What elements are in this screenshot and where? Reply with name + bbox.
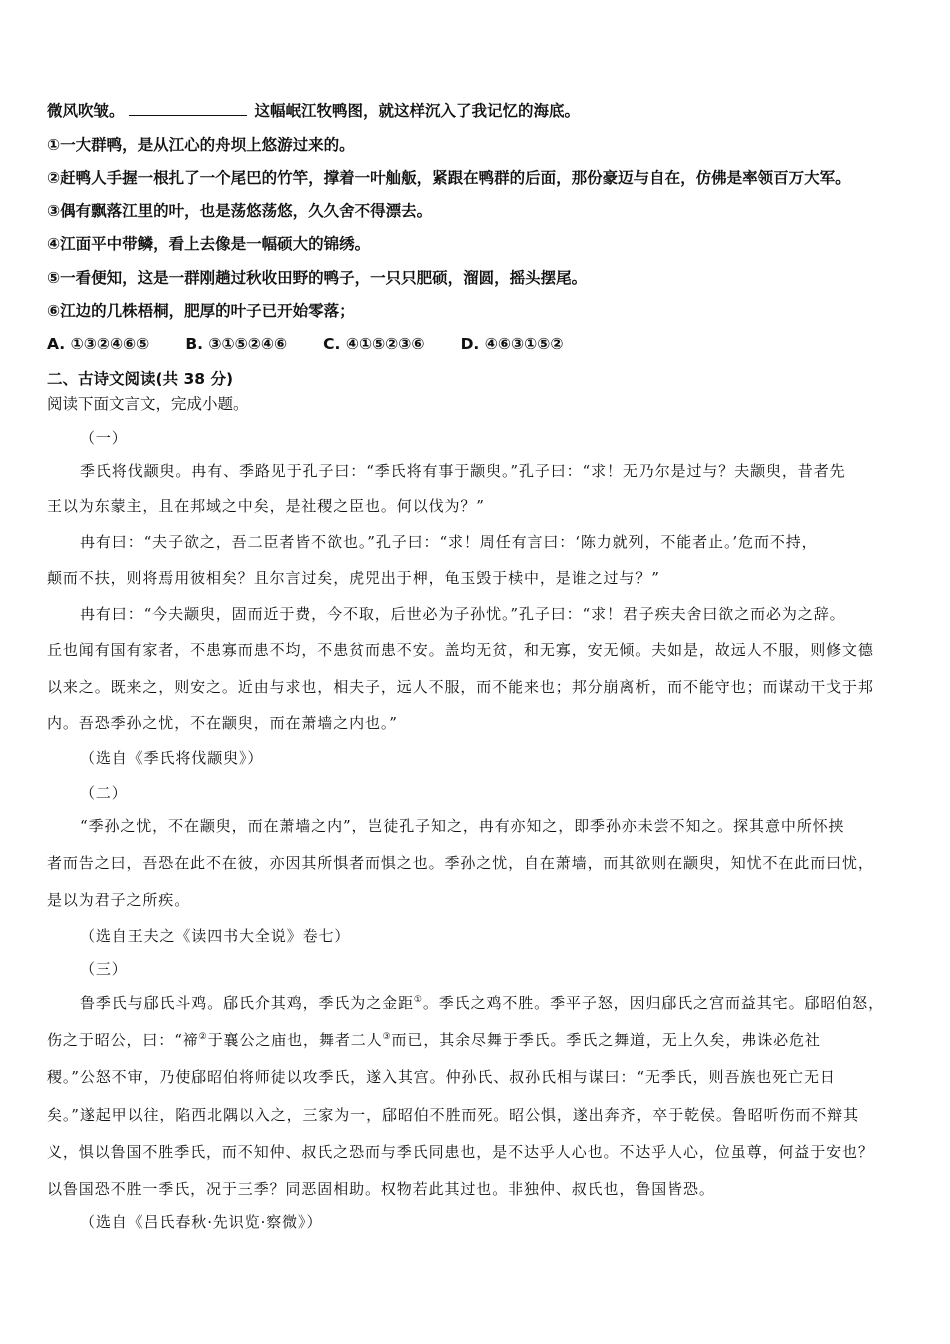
sentence-3: ③偶有飘落江里的叶，也是荡悠荡悠，久久舍不得漂去。 — [47, 202, 433, 220]
part1-line: 季氏将伐颛臾。冉有、季路见于孔子曰：“季氏将有事于颛臾。”孔子曰：“求！无乃尔是过与？夫颛臾，昔者先 — [80, 462, 846, 480]
part1-line: 颠而不扶，则将焉用彼相矣？且尔言过矣，虎兕出于柙，龟玉毁于椟中，是谁之过与？” — [47, 569, 660, 587]
part1-line: 内。吾恐季孙之忧，不在颛臾，而在萧墙之内也。” — [47, 714, 398, 732]
footnote-marker: ③ — [382, 1032, 392, 1042]
part2-line: 者而告之曰，吾恐在此不在彼，亦因其所惧者而惧之也。季孙之忧，自在萧墙，而其欲则在颛臾，知忧不在此而曰忧， — [47, 854, 874, 872]
answer-blank[interactable] — [129, 101, 247, 116]
answer-options — [47, 333, 599, 355]
option-a[interactable]: A. ①③②④⑥⑤ — [47, 335, 150, 353]
part2-line: 是以为君子之所疾。 — [47, 891, 191, 909]
sentence-4: ④江面平中带鳞，看上去像是一幅硕大的锦绣。 — [47, 235, 371, 253]
option-c[interactable]: C. ④①⑤②③⑥ — [323, 335, 425, 353]
sentence-5: ⑤一看便知，这是一群刚趟过秋收田野的鸭子，一只只肥硕，溜圆，摇头摆尾。 — [47, 269, 588, 287]
part3-line: 以鲁国恐不胜一季氏，况于三季？同恶固相助。权物若此其过也。非独仲、叔氏也，鲁国皆恐。 — [47, 1180, 715, 1198]
sentence-6: ⑥江边的几株梧桐，肥厚的叶子已开始零落； — [47, 302, 355, 320]
footnote-marker: ① — [413, 995, 423, 1005]
sentence-1: ①一大群鸭，是从江心的舟坝上悠游过来的。 — [47, 136, 355, 154]
part3-line: 矣。”遂起甲以往，陷西北隅以入之，三家为一，郈昭伯不胜而死。昭公惧，遂出奔齐，卒于乾侯。鲁昭听伤而不辩其 — [47, 1106, 859, 1124]
instruction: 阅读下面文言文，完成小题。 — [47, 395, 249, 413]
option-d[interactable]: D. ④⑥③①⑤② — [460, 335, 564, 353]
part1-line: 冉有曰：“今夫颛臾，固而近于费，今不取，后世必为子孙忧。”孔子曰：“求！君子疾夫舍曰欲之而必为之辞。 — [80, 605, 846, 623]
stem-text: 微风吹皱。 — [47, 102, 125, 120]
part3-line: 鲁季氏与郈氏斗鸡。郈氏介其鸡，季氏为之金距①。季氏之鸡不胜。季平子怒，因归郈氏之宫而益其宅。郈昭伯怒， — [80, 994, 884, 1012]
part2-label: （二） — [80, 784, 128, 802]
option-b[interactable]: B. ③①⑤②④⑥ — [185, 335, 288, 353]
part2-source: （选自王夫之《读四书大全说》卷七） — [80, 927, 351, 945]
stem-text-after: 这幅岷江牧鸭图，就这样沉入了我记忆的海底。 — [254, 102, 581, 120]
part3-source: （选自《吕氏春秋·先识览·察微》） — [80, 1213, 323, 1231]
sentence-2: ②赶鸭人手握一根扎了一个尾巴的竹竿，撑着一叶舢舨，紧跟在鸭群的后面，那份豪迈与自在，仿佛是率领百万大军。 — [47, 169, 851, 187]
part1-line: 冉有曰：“夫子欲之，吾二臣者皆不欲也。”孔子曰：“求！周任有言曰：‘陈力就列，不能者止。’危而不持， — [80, 533, 818, 551]
part1-label: （一） — [80, 429, 128, 447]
part3-label: （三） — [80, 960, 128, 978]
part2-line: “季孙之忧，不在颛臾，而在萧墙之内”，岂徒孔子知之，冉有亦知之，即季孙亦未尝不知之。探其意中所怀挟 — [80, 817, 845, 835]
part1-line: 以来之。既来之，则安之。近由与求也，相夫子，远人不服，而不能来也；邦分崩离析，而不能守也；而谋动干戈于邦 — [47, 678, 874, 696]
part3-line: 伤之于昭公，曰：“禘②于襄公之庙也，舞者二人③而已，其余尽舞于季氏。季氏之舞道，无上久矣，弗诛必危社 — [47, 1031, 821, 1049]
footnote-marker: ② — [198, 1032, 208, 1042]
part3-line: 义，惧以鲁国不胜季氏，而不知仲、叔氏之恐而与季氏同患也，是不达乎人心也。不达乎人心，位虽尊，何益于安也？ — [47, 1143, 874, 1161]
part3-line: 稷。”公怒不审，乃使郈昭伯将师徒以攻季氏，遂入其宫。仲孙氏、叔孙氏相与谋曰：“无季氏，则吾族也死亡无日 — [47, 1068, 836, 1086]
part1-line: 王以为东蒙主，且在邦域之中矣，是社稷之臣也。何以伐为？” — [47, 497, 485, 515]
part1-line: 丘也闻有国有家者，不患寡而患不均，不患贫而患不安。盖均无贫，和无寡，安无倾。夫如是，故远人不服，则修文德 — [47, 641, 874, 659]
question-stem — [47, 100, 580, 122]
section-title: 二、古诗文阅读(共 38 分) — [47, 370, 234, 388]
part1-source: （选自《季氏将伐颛臾》） — [80, 749, 264, 767]
